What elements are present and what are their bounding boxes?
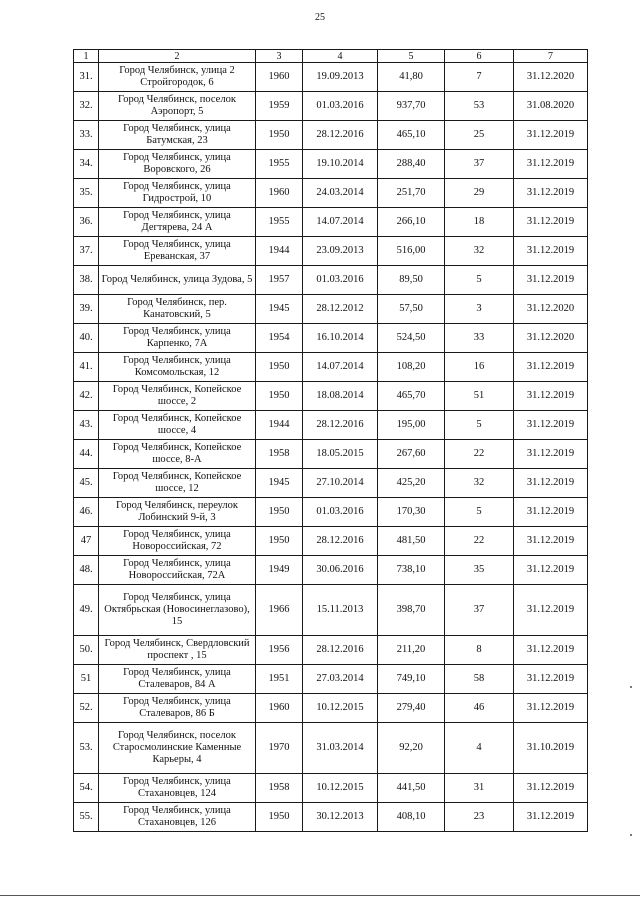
table-row — [74, 382, 588, 411]
year-cell: 1950 — [256, 527, 303, 556]
deadline-cell: 31.12.2019 — [514, 556, 588, 585]
count-cell: 18 — [445, 208, 514, 237]
count-cell: 22 — [445, 440, 514, 469]
deadline-cell: 31.12.2019 — [514, 237, 588, 266]
address-cell: Город Челябинск, Свердловский проспект , 15 — [99, 636, 256, 665]
area-cell: 738,10 — [378, 556, 445, 585]
year-cell: 1960 — [256, 63, 303, 92]
count-cell: 32 — [445, 469, 514, 498]
count-cell: 46 — [445, 694, 514, 723]
table-row — [74, 694, 588, 723]
area-cell: 195,00 — [378, 411, 445, 440]
date-cell: 28.12.2012 — [303, 295, 378, 324]
year-cell: 1959 — [256, 92, 303, 121]
table-row — [74, 585, 588, 636]
address-cell: Город Челябинск, пер. Канатовский, 5 — [99, 295, 256, 324]
date-cell: 15.11.2013 — [303, 585, 378, 636]
deadline-cell: 31.12.2019 — [514, 382, 588, 411]
date-cell: 10.12.2015 — [303, 694, 378, 723]
table-row — [74, 324, 588, 353]
table-row — [74, 150, 588, 179]
address-cell: Город Челябинск, Копейское шоссе, 12 — [99, 469, 256, 498]
area-cell: 170,30 — [378, 498, 445, 527]
header-cell: 3 — [256, 50, 303, 63]
year-cell: 1960 — [256, 179, 303, 208]
header-row — [74, 50, 588, 63]
count-cell: 32 — [445, 237, 514, 266]
date-cell: 24.03.2014 — [303, 179, 378, 208]
address-cell: Город Челябинск, Копейское шоссе, 2 — [99, 382, 256, 411]
area-cell: 465,10 — [378, 121, 445, 150]
date-cell: 18.08.2014 — [303, 382, 378, 411]
deadline-cell: 31.12.2019 — [514, 440, 588, 469]
deadline-cell: 31.12.2020 — [514, 295, 588, 324]
table-row — [74, 803, 588, 832]
area-cell: 279,40 — [378, 694, 445, 723]
address-cell: Город Челябинск, улица Воровского, 26 — [99, 150, 256, 179]
deadline-cell: 31.12.2019 — [514, 665, 588, 694]
count-cell: 33 — [445, 324, 514, 353]
year-cell: 1960 — [256, 694, 303, 723]
row-number-cell: 47 — [74, 527, 99, 556]
count-cell: 7 — [445, 63, 514, 92]
table-row — [74, 92, 588, 121]
area-cell: 749,10 — [378, 665, 445, 694]
deadline-cell: 31.12.2019 — [514, 208, 588, 237]
row-number-cell: 35. — [74, 179, 99, 208]
deadline-cell: 31.12.2019 — [514, 353, 588, 382]
count-cell: 5 — [445, 411, 514, 440]
count-cell: 58 — [445, 665, 514, 694]
area-cell: 288,40 — [378, 150, 445, 179]
table-row — [74, 295, 588, 324]
table-row — [74, 527, 588, 556]
address-cell: Город Челябинск, улица Стахановцев, 124 — [99, 774, 256, 803]
date-cell: 14.07.2014 — [303, 353, 378, 382]
row-number-cell: 33. — [74, 121, 99, 150]
row-number-cell: 36. — [74, 208, 99, 237]
count-cell: 31 — [445, 774, 514, 803]
area-cell: 425,20 — [378, 469, 445, 498]
table-row — [74, 440, 588, 469]
address-cell: Город Челябинск, улица Комсомольская, 12 — [99, 353, 256, 382]
address-cell: Город Челябинск, улица Стахановцев, 126 — [99, 803, 256, 832]
year-cell: 1950 — [256, 121, 303, 150]
table-header — [74, 50, 588, 63]
table-row — [74, 636, 588, 665]
table-row — [74, 237, 588, 266]
table-row — [74, 774, 588, 803]
deadline-cell: 31.12.2019 — [514, 179, 588, 208]
deadline-cell: 31.12.2019 — [514, 469, 588, 498]
table-row — [74, 469, 588, 498]
area-cell: 481,50 — [378, 527, 445, 556]
scan-mark — [630, 686, 632, 688]
row-number-cell: 52. — [74, 694, 99, 723]
row-number-cell: 38. — [74, 266, 99, 295]
bottom-rule — [0, 895, 640, 896]
year-cell: 1950 — [256, 498, 303, 527]
table-row — [74, 179, 588, 208]
table-row — [74, 121, 588, 150]
count-cell: 37 — [445, 150, 514, 179]
area-cell: 57,50 — [378, 295, 445, 324]
count-cell: 4 — [445, 723, 514, 774]
date-cell: 16.10.2014 — [303, 324, 378, 353]
header-cell: 4 — [303, 50, 378, 63]
year-cell: 1970 — [256, 723, 303, 774]
deadline-cell: 31.12.2019 — [514, 150, 588, 179]
area-cell: 92,20 — [378, 723, 445, 774]
deadline-cell: 31.12.2019 — [514, 585, 588, 636]
address-cell: Город Челябинск, улица Сталеваров, 86 Б — [99, 694, 256, 723]
row-number-cell: 40. — [74, 324, 99, 353]
area-cell: 251,70 — [378, 179, 445, 208]
row-number-cell: 32. — [74, 92, 99, 121]
year-cell: 1954 — [256, 324, 303, 353]
address-cell: Город Челябинск, улица Зудова, 5 — [99, 266, 256, 295]
area-cell: 398,70 — [378, 585, 445, 636]
table-row — [74, 498, 588, 527]
count-cell: 22 — [445, 527, 514, 556]
count-cell: 35 — [445, 556, 514, 585]
row-number-cell: 41. — [74, 353, 99, 382]
deadline-cell: 31.12.2020 — [514, 324, 588, 353]
deadline-cell: 31.12.2019 — [514, 774, 588, 803]
count-cell: 5 — [445, 266, 514, 295]
year-cell: 1955 — [256, 150, 303, 179]
year-cell: 1945 — [256, 469, 303, 498]
address-cell: Город Челябинск, улица Ереванская, 37 — [99, 237, 256, 266]
row-number-cell: 55. — [74, 803, 99, 832]
row-number-cell: 45. — [74, 469, 99, 498]
address-cell: Город Челябинск, улица Гидрострой, 10 — [99, 179, 256, 208]
year-cell: 1945 — [256, 295, 303, 324]
deadline-cell: 31.12.2020 — [514, 63, 588, 92]
area-cell: 211,20 — [378, 636, 445, 665]
address-cell: Город Челябинск, Копейское шоссе, 4 — [99, 411, 256, 440]
deadline-cell: 31.12.2019 — [514, 266, 588, 295]
year-cell: 1944 — [256, 411, 303, 440]
row-number-cell: 44. — [74, 440, 99, 469]
date-cell: 19.10.2014 — [303, 150, 378, 179]
year-cell: 1951 — [256, 665, 303, 694]
date-cell: 28.12.2016 — [303, 411, 378, 440]
page-number: 25 — [315, 12, 325, 23]
area-cell: 465,70 — [378, 382, 445, 411]
date-cell: 23.09.2013 — [303, 237, 378, 266]
year-cell: 1957 — [256, 266, 303, 295]
row-number-cell: 39. — [74, 295, 99, 324]
date-cell: 30.06.2016 — [303, 556, 378, 585]
row-number-cell: 37. — [74, 237, 99, 266]
address-cell: Город Челябинск, улица Сталеваров, 84 А — [99, 665, 256, 694]
address-cell: Город Челябинск, улица Батумская, 23 — [99, 121, 256, 150]
table-row — [74, 723, 588, 774]
count-cell: 53 — [445, 92, 514, 121]
area-cell: 41,80 — [378, 63, 445, 92]
row-number-cell: 42. — [74, 382, 99, 411]
date-cell: 01.03.2016 — [303, 92, 378, 121]
count-cell: 3 — [445, 295, 514, 324]
table-row — [74, 63, 588, 92]
year-cell: 1966 — [256, 585, 303, 636]
row-number-cell: 51 — [74, 665, 99, 694]
year-cell: 1950 — [256, 382, 303, 411]
count-cell: 23 — [445, 803, 514, 832]
area-cell: 937,70 — [378, 92, 445, 121]
area-cell: 408,10 — [378, 803, 445, 832]
year-cell: 1958 — [256, 440, 303, 469]
row-number-cell: 49. — [74, 585, 99, 636]
date-cell: 28.12.2016 — [303, 527, 378, 556]
date-cell: 01.03.2016 — [303, 266, 378, 295]
area-cell: 441,50 — [378, 774, 445, 803]
header-cell: 5 — [378, 50, 445, 63]
date-cell: 01.03.2016 — [303, 498, 378, 527]
address-cell: Город Челябинск, поселок Старосмолинские Каменные Карьеры, 4 — [99, 723, 256, 774]
date-cell: 28.12.2016 — [303, 636, 378, 665]
deadline-cell: 31.10.2019 — [514, 723, 588, 774]
date-cell: 30.12.2013 — [303, 803, 378, 832]
area-cell: 516,00 — [378, 237, 445, 266]
table-row — [74, 411, 588, 440]
housing-register-table — [73, 49, 588, 832]
row-number-cell: 53. — [74, 723, 99, 774]
address-cell: Город Челябинск, переулок Лобинский 9-й, 3 — [99, 498, 256, 527]
date-cell: 10.12.2015 — [303, 774, 378, 803]
area-cell: 266,10 — [378, 208, 445, 237]
area-cell: 108,20 — [378, 353, 445, 382]
row-number-cell: 34. — [74, 150, 99, 179]
count-cell: 16 — [445, 353, 514, 382]
row-number-cell: 54. — [74, 774, 99, 803]
address-cell: Город Челябинск, Копейское шоссе, 8-А — [99, 440, 256, 469]
date-cell: 27.03.2014 — [303, 665, 378, 694]
header-cell: 6 — [445, 50, 514, 63]
count-cell: 37 — [445, 585, 514, 636]
header-cell: 1 — [74, 50, 99, 63]
deadline-cell: 31.12.2019 — [514, 121, 588, 150]
year-cell: 1958 — [256, 774, 303, 803]
year-cell: 1950 — [256, 353, 303, 382]
deadline-cell: 31.12.2019 — [514, 498, 588, 527]
table-row — [74, 208, 588, 237]
row-number-cell: 43. — [74, 411, 99, 440]
table-row — [74, 266, 588, 295]
year-cell: 1944 — [256, 237, 303, 266]
deadline-cell: 31.12.2019 — [514, 636, 588, 665]
deadline-cell: 31.12.2019 — [514, 803, 588, 832]
table-row — [74, 353, 588, 382]
header-cell: 7 — [514, 50, 588, 63]
address-cell: Город Челябинск, улица Карпенко, 7А — [99, 324, 256, 353]
count-cell: 25 — [445, 121, 514, 150]
row-number-cell: 46. — [74, 498, 99, 527]
scan-mark — [630, 834, 632, 836]
address-cell: Город Челябинск, улица Дегтярева, 24 А — [99, 208, 256, 237]
year-cell: 1956 — [256, 636, 303, 665]
table-row — [74, 556, 588, 585]
area-cell: 89,50 — [378, 266, 445, 295]
address-cell: Город Челябинск, улица Октябрьская (Новосинеглазово), 15 — [99, 585, 256, 636]
deadline-cell: 31.12.2019 — [514, 694, 588, 723]
address-cell: Город Челябинск, улица Новороссийская, 72А — [99, 556, 256, 585]
address-cell: Город Челябинск, улица 2 Стройгородок, 6 — [99, 63, 256, 92]
date-cell: 18.05.2015 — [303, 440, 378, 469]
date-cell: 31.03.2014 — [303, 723, 378, 774]
header-cell: 2 — [99, 50, 256, 63]
table-body — [74, 63, 588, 832]
date-cell: 28.12.2016 — [303, 121, 378, 150]
row-number-cell: 48. — [74, 556, 99, 585]
row-number-cell: 31. — [74, 63, 99, 92]
year-cell: 1955 — [256, 208, 303, 237]
year-cell: 1950 — [256, 803, 303, 832]
deadline-cell: 31.12.2019 — [514, 527, 588, 556]
deadline-cell: 31.08.2020 — [514, 92, 588, 121]
table-row — [74, 665, 588, 694]
count-cell: 29 — [445, 179, 514, 208]
count-cell: 8 — [445, 636, 514, 665]
date-cell: 14.07.2014 — [303, 208, 378, 237]
date-cell: 19.09.2013 — [303, 63, 378, 92]
deadline-cell: 31.12.2019 — [514, 411, 588, 440]
date-cell: 27.10.2014 — [303, 469, 378, 498]
year-cell: 1949 — [256, 556, 303, 585]
count-cell: 51 — [445, 382, 514, 411]
count-cell: 5 — [445, 498, 514, 527]
area-cell: 524,50 — [378, 324, 445, 353]
area-cell: 267,60 — [378, 440, 445, 469]
address-cell: Город Челябинск, улица Новороссийская, 72 — [99, 527, 256, 556]
row-number-cell: 50. — [74, 636, 99, 665]
address-cell: Город Челябинск, поселок Аэропорт, 5 — [99, 92, 256, 121]
